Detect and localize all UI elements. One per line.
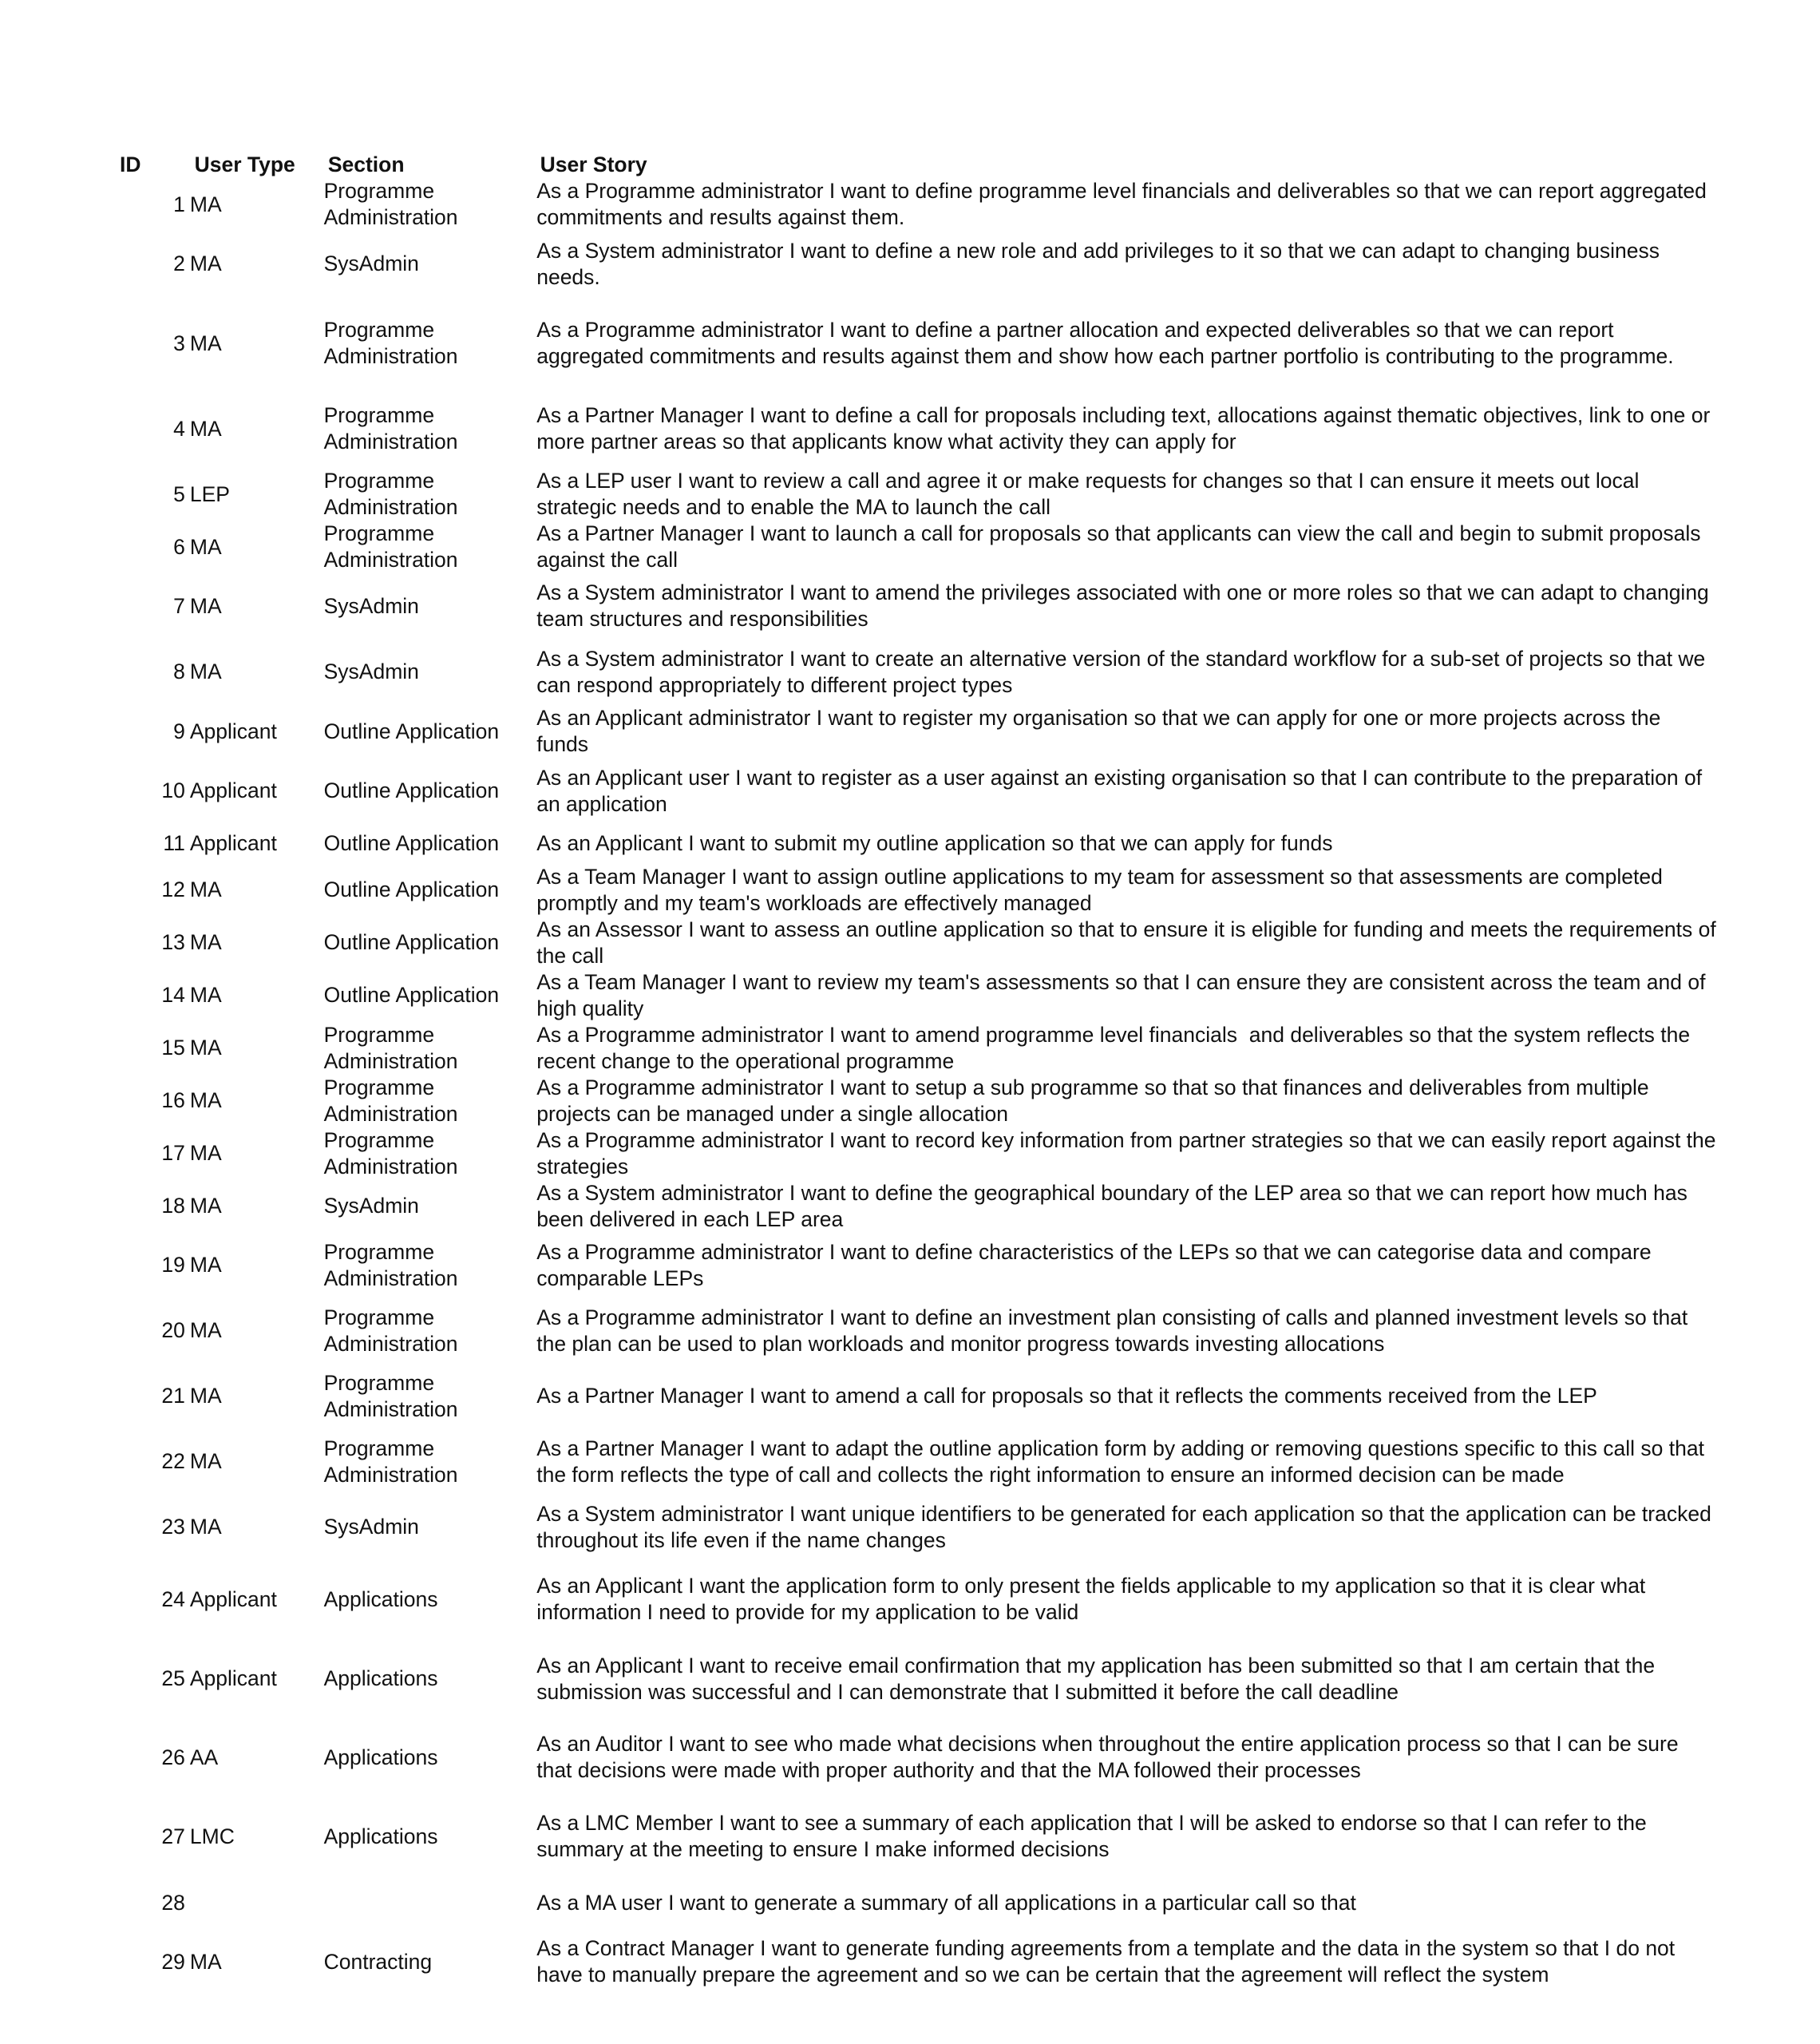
cell-id: 15 <box>161 1036 185 1060</box>
cell-user-type: MA <box>189 660 222 683</box>
cell-user-story: As a Team Manager I want to review my team's assessments so that I can ensure they are consistent across the team and of high quality <box>536 969 1711 1020</box>
table-row <box>120 297 1716 390</box>
cell-user-story: As a Programme administrator I want to define programme level financials and deliverables so that we can report aggregated commitments and results against them. <box>536 179 1713 229</box>
header-user-type: User Type <box>194 153 295 176</box>
cell-user-type: Applicant <box>189 719 277 743</box>
cell-id: 12 <box>161 877 185 901</box>
cell-user-type: MA <box>189 192 222 216</box>
table-row <box>120 1127 1722 1179</box>
cell-id: 19 <box>161 1253 185 1277</box>
cell-user-story: As a Programme administrator I want to define a partner allocation and expected deliverables so that we can report aggregated commitments and results against them and show how each partner portfolio is contributing to the programme. <box>536 318 1674 368</box>
cell-section: Applications <box>323 1586 438 1611</box>
cell-section: Outline Application <box>323 983 500 1007</box>
cell-user-type: MA <box>189 1253 222 1277</box>
cell-user-type: MA <box>189 1384 222 1408</box>
cell-section: Programme Administration <box>323 1370 458 1421</box>
table-row <box>120 521 1716 573</box>
cell-section: SysAdmin <box>323 252 419 275</box>
user-stories-table <box>120 152 1723 1994</box>
table-row <box>120 1428 1716 1495</box>
cell-user-type: Applicant <box>189 1586 277 1611</box>
table-row <box>120 1718 1716 1796</box>
cell-user-type: Applicant <box>189 778 277 802</box>
table-row <box>120 917 1723 969</box>
table-row <box>120 1297 1716 1364</box>
cell-section: Programme Administration <box>323 179 458 229</box>
cell-user-type: MA <box>189 593 222 618</box>
table-row <box>120 863 1716 917</box>
cell-id: 16 <box>161 1088 185 1112</box>
cell-section: Programme Administration <box>323 1239 458 1290</box>
cell-user-type: AA <box>189 1745 219 1769</box>
table-row <box>120 1796 1716 1876</box>
cell-user-story: As an Auditor I want to see who made what decisions when throughout the entire application process so that I can be sure that decisions were made with proper authority and that the MA followed their processes <box>536 1732 1684 1782</box>
cell-section: SysAdmin <box>323 1515 419 1539</box>
cell-user-story: As a System administrator I want unique identifiers to be generated for each application so that the application can be tracked throughout its life even if the name changes <box>536 1501 1718 1552</box>
cell-user-type: MA <box>189 252 222 275</box>
cell-section: Programme Administration <box>323 1022 458 1073</box>
cell-id: 2 <box>173 252 185 275</box>
cell-section: Applications <box>323 1745 438 1769</box>
cell-user-type: MA <box>189 331 222 355</box>
cell-user-story: As a Team Manager I want to assign outline applications to my team for assessment so that assessments are completed promptly and my team's workloads are effectively managed <box>536 864 1669 915</box>
cell-section: Programme Administration <box>323 1127 458 1178</box>
cell-user-type: Applicant <box>189 1666 277 1690</box>
cell-user-type: MA <box>189 1318 222 1342</box>
cell-section: Applications <box>323 1824 438 1848</box>
cell-id: 10 <box>161 778 185 802</box>
cell-section: SysAdmin <box>323 1194 419 1218</box>
cell-user-type: MA <box>189 534 222 559</box>
cell-user-story: As an Applicant I want to submit my outline application so that we can apply for funds <box>536 831 1333 855</box>
cell-user-type: MA <box>189 877 222 901</box>
cell-id: 26 <box>161 1745 185 1769</box>
cell-user-type: MA <box>189 930 222 954</box>
table-row <box>120 705 1716 758</box>
cell-user-type: MA <box>189 1088 222 1112</box>
table-row <box>120 639 1716 705</box>
cell-user-story: As a System administrator I want to amend the privileges associated with one or more roles so that we can adapt to changing team structures and responsibilities <box>536 580 1715 631</box>
cell-section: Programme Administration <box>323 318 458 368</box>
cell-id: 9 <box>173 719 185 743</box>
table-row <box>120 758 1716 824</box>
cell-section: SysAdmin <box>323 660 419 683</box>
cell-user-story: As an Applicant I want to receive email confirmation that my application has been submitted so that I am certain that the submission was successful and I can demonstrate that I submitted it before the call deadline <box>536 1653 1661 1704</box>
table-row <box>120 390 1716 468</box>
cell-id: 28 <box>161 1890 185 1915</box>
cell-user-type: MA <box>189 416 222 441</box>
table-row <box>120 1559 1716 1639</box>
cell-id: 23 <box>161 1515 185 1539</box>
cell-section: Outline Application <box>323 778 500 802</box>
cell-section: Outline Application <box>323 719 500 743</box>
cell-user-story: As a MA user I want to generate a summary of all applications in a particular call so that <box>536 1890 1356 1915</box>
table-body <box>120 178 1723 1994</box>
cell-section: Programme Administration <box>323 1305 458 1356</box>
table-row <box>120 969 1716 1022</box>
cell-user-story: As a Programme administrator I want to define an investment plan consisting of calls and planned investment levels so that the plan can be used to plan workloads and monitor progress towards investing allocations <box>536 1305 1694 1356</box>
cell-user-type: MA <box>189 1515 222 1539</box>
cell-section: Programme Administration <box>323 469 458 519</box>
header-id: ID <box>120 153 141 176</box>
cell-user-type: LEP <box>189 481 230 506</box>
cell-section: Programme Administration <box>323 521 458 572</box>
cell-id: 1 <box>173 192 185 216</box>
cell-user-story: As a System administrator I want to create an alternative version of the standard workflow for a sub-set of projects so that we can respond appropriately to different project types <box>536 646 1711 697</box>
cell-id: 20 <box>161 1318 185 1342</box>
cell-id: 13 <box>161 930 185 954</box>
cell-id: 29 <box>161 1949 185 1974</box>
cell-user-story: As a Partner Manager I want to amend a call for proposals so that it reflects the comments received from the LEP <box>536 1384 1597 1408</box>
table-row <box>120 231 1716 297</box>
cell-user-story: As an Applicant administrator I want to register my organisation so that we can apply for one or more projects across the funds <box>536 706 1667 756</box>
cell-section: Programme Administration <box>323 1436 458 1487</box>
cell-id: 5 <box>173 481 185 506</box>
cell-user-story: As a Partner Manager I want to define a call for proposals including text, allocations against thematic objectives, link to one or more partner areas so that applicants know what activity they can apply for <box>536 403 1716 454</box>
cell-user-story: As a LMC Member I want to see a summary of each application that I will be asked to endorse so that I can refer to the summary at the meeting to ensure I make informed decisions <box>536 1811 1653 1861</box>
cell-user-story: As a Programme administrator I want to record key information from partner strategies so that we can easily report against the strategies <box>536 1127 1722 1178</box>
cell-user-story: As an Applicant I want the application form to only present the fields applicable to my application so that it is clear what information I need to provide for my application to be valid <box>536 1574 1652 1624</box>
cell-section: Contracting <box>323 1949 433 1974</box>
table-row <box>120 178 1716 231</box>
cell-id: 4 <box>173 416 185 441</box>
cell-section: Programme Administration <box>323 1075 458 1126</box>
cell-id: 11 <box>163 831 185 855</box>
table-row <box>120 824 1716 863</box>
cell-id: 8 <box>173 660 185 683</box>
cell-user-type: MA <box>189 1194 222 1218</box>
cell-user-type: MA <box>189 1949 222 1974</box>
cell-id: 14 <box>161 983 185 1007</box>
cell-id: 24 <box>161 1586 185 1611</box>
table-header <box>120 152 1716 178</box>
table-row <box>120 573 1716 639</box>
cell-id: 7 <box>173 593 185 618</box>
cell-user-story: As a Programme administrator I want to amend programme level financials and deliverables so that the system reflects the recent change to the operational programme <box>536 1022 1696 1073</box>
table-row <box>120 1074 1716 1127</box>
cell-user-type: MA <box>189 983 222 1007</box>
cell-user-story: As a Programme administrator I want to setup a sub programme so that so that finances and deliverables from multiple projects can be managed under a single allocation <box>536 1075 1655 1126</box>
cell-id: 21 <box>161 1384 185 1408</box>
cell-user-type: Applicant <box>189 831 277 855</box>
cell-id: 22 <box>161 1449 185 1473</box>
cell-user-story: As a Partner Manager I want to adapt the outline application form by adding or removing questions specific to this call so that the form reflects the type of call and collects the right information to ensure an informed decision can be made <box>536 1436 1711 1487</box>
cell-user-type: MA <box>189 1449 222 1473</box>
cell-section: Applications <box>323 1666 438 1690</box>
table-row <box>120 1876 1716 1929</box>
cell-id: 25 <box>161 1666 185 1690</box>
cell-section: Outline Application <box>323 831 500 855</box>
table-row <box>120 1022 1716 1074</box>
cell-section: Programme Administration <box>323 403 458 454</box>
cell-user-story: As an Assessor I want to assess an outline application so that to ensure it is eligible for funding and meets the requirements of the call <box>536 917 1723 968</box>
cell-user-type: LMC <box>189 1824 235 1848</box>
cell-user-type: MA <box>189 1141 222 1165</box>
cell-user-type: MA <box>189 1036 222 1060</box>
cell-user-story: As a Programme administrator I want to define characteristics of the LEPs so that we can categorise data and compare comparable LEPs <box>536 1239 1657 1290</box>
cell-user-story: As an Applicant user I want to register as a user against an existing organisation so that I can contribute to the preparation of an application <box>536 765 1708 816</box>
table-row <box>120 1929 1716 1994</box>
cell-user-story: As a System administrator I want to define a new role and add privileges to it so that we can adapt to changing business needs. <box>536 238 1666 289</box>
cell-id: 3 <box>173 331 185 355</box>
cell-user-story: As a System administrator I want to define the geographical boundary of the LEP area so that we can report how much has been delivered in each LEP area <box>536 1180 1694 1231</box>
cell-id: 18 <box>161 1194 185 1218</box>
cell-section: SysAdmin <box>323 593 419 618</box>
cell-id: 27 <box>161 1824 185 1848</box>
table-row <box>120 1364 1716 1428</box>
table-row <box>120 1495 1716 1559</box>
header-user-story: User Story <box>540 153 647 176</box>
cell-user-story: As a Partner Manager I want to launch a call for proposals so that applicants can view the call and begin to submit proposals against the call <box>536 521 1707 572</box>
cell-user-story: As a Contract Manager I want to generate funding agreements from a template and the data in the system so that I do not have to manually prepare the agreement and so we can be certain that the agreement will reflect the system <box>536 1936 1681 1987</box>
table-row <box>120 1179 1716 1233</box>
cell-id: 6 <box>173 534 185 559</box>
cell-id: 17 <box>161 1141 185 1165</box>
table-row <box>120 1639 1716 1718</box>
table-row <box>120 468 1716 521</box>
cell-section: Outline Application <box>323 877 500 901</box>
header-section: Section <box>327 153 405 176</box>
cell-user-story: As a LEP user I want to review a call and agree it or make requests for changes so that I can ensure it meets out local strategic needs and to enable the MA to launch the call <box>536 469 1645 519</box>
table-row <box>120 1233 1716 1297</box>
cell-section: Outline Application <box>323 930 500 954</box>
